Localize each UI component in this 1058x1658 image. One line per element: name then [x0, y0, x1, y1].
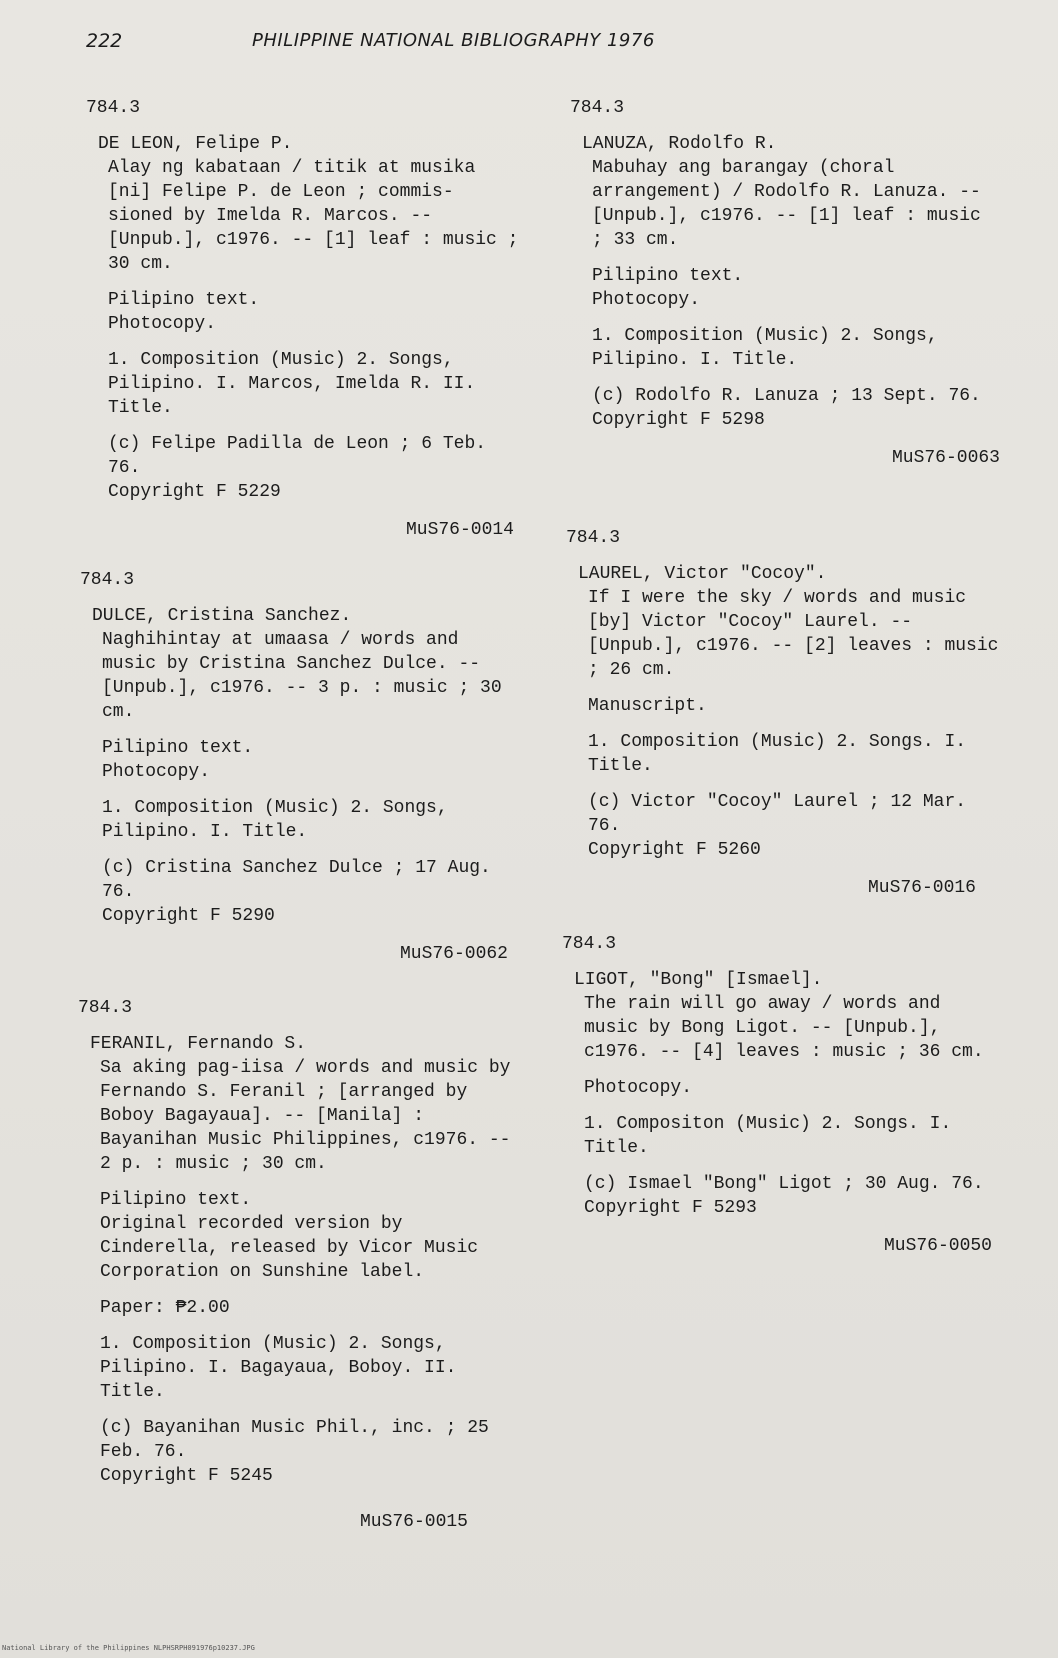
- copyright: (c) Victor "Cocoy" Laurel ; 12 Mar. 76.: [588, 792, 967, 836]
- entry-de-leon: [86, 96, 526, 542]
- control-number: MuS76-0062: [399, 944, 508, 964]
- registration: Copyright F 5290: [102, 906, 275, 926]
- control-number: MuS76-0063: [891, 448, 1000, 468]
- control-number: MuS76-0016: [867, 878, 976, 898]
- copyright-statement: [80, 856, 520, 928]
- price: Paper: ₱2.00: [100, 1298, 230, 1318]
- title-statement: The rain will go away / words and music by Bong Ligot. -- [Unpub.], c1976. -- [4] leaves : music ; 36 cm.: [584, 994, 984, 1062]
- copyright-statement: [566, 790, 1006, 862]
- copyright-statement: [570, 384, 1000, 432]
- copyright: (c) Rodolfo R. Lanuza ; 13 Sept. 76.: [592, 386, 981, 406]
- entry-dulce: [80, 568, 520, 966]
- class-number: 784.3: [80, 570, 135, 590]
- control-number: MuS76-0015: [359, 1512, 468, 1532]
- entry-heading: FERANIL, Fernando S.: [90, 1034, 307, 1054]
- tracings: 1. Composition (Music) 2. Songs, Pilipino. I. Marcos, Imelda R. II. Title.: [108, 350, 476, 418]
- class-number: 784.3: [566, 528, 621, 548]
- class-number: 784.3: [570, 98, 625, 118]
- note: Original recorded version by Cinderella, released by Vicor Music Corporation on Sunshine label.: [100, 1214, 479, 1282]
- tracings: 1. Composition (Music) 2. Songs, Pilipino. I. Title.: [592, 326, 938, 370]
- note: Photocopy.: [592, 290, 701, 310]
- note: Photocopy.: [102, 762, 211, 782]
- class-number: 784.3: [78, 998, 133, 1018]
- copyright: (c) Cristina Sanchez Dulce ; 17 Aug. 76.: [102, 858, 491, 902]
- entry-feranil: [78, 996, 518, 1534]
- entry-heading: DULCE, Cristina Sanchez.: [92, 606, 352, 626]
- class-number: 784.3: [86, 98, 141, 118]
- note: Pilipino text.: [108, 290, 260, 310]
- notes: [570, 264, 1000, 312]
- title-statement: Mabuhay ang barangay (choral arrangement) / Rodolfo R. Lanuza. -- [Unpub.], c1976. -- [1] leaf : music ; 33 cm.: [592, 158, 981, 250]
- notes: [78, 1188, 518, 1284]
- note: Photocopy.: [108, 314, 217, 334]
- registration: Copyright F 5229: [108, 482, 281, 502]
- note: Pilipino text.: [100, 1190, 252, 1210]
- copyright-statement: [562, 1172, 992, 1220]
- registration: Copyright F 5298: [592, 410, 765, 430]
- note: Manuscript.: [588, 696, 707, 716]
- entry-heading: LAUREL, Victor "Cocoy".: [578, 564, 827, 584]
- title-statement: Alay ng kabataan / titik at musika [ni] Felipe P. de Leon ; commis- sioned by Imelda R. Marcos. -- [Unpub.], c1976. -- [1] leaf : music ; 30 cm.: [108, 158, 519, 274]
- tracings: 1. Compositon (Music) 2. Songs. I. Title.: [584, 1114, 952, 1158]
- control-number: MuS76-0014: [405, 520, 514, 540]
- notes: [566, 694, 1006, 718]
- entry-lanuza: [570, 96, 1000, 470]
- registration: Copyright F 5245: [100, 1466, 273, 1486]
- page-number: 222: [86, 30, 123, 52]
- entry-heading: DE LEON, Felipe P.: [98, 134, 293, 154]
- entry-heading: LIGOT, "Bong" [Ismael].: [574, 970, 823, 990]
- notes: [80, 736, 520, 784]
- tracings: 1. Composition (Music) 2. Songs. I. Title.: [588, 732, 967, 776]
- copyright: (c) Bayanihan Music Phil., inc. ; 25 Feb. 76.: [100, 1418, 489, 1462]
- class-number: 784.3: [562, 934, 617, 954]
- notes: [86, 288, 526, 336]
- copyright-statement: [86, 432, 526, 504]
- running-title: PHILIPPINE NATIONAL BIBLIOGRAPHY 1976: [252, 30, 655, 51]
- copyright: (c) Ismael "Bong" Ligot ; 30 Aug. 76.: [584, 1174, 984, 1194]
- scan-credit: National Library of the Philippines NLPHSRPH091976p10237.JPG: [2, 1644, 255, 1652]
- note: Pilipino text.: [102, 738, 254, 758]
- tracings: 1. Composition (Music) 2. Songs, Pilipino. I. Title.: [102, 798, 448, 842]
- tracings: 1. Composition (Music) 2. Songs, Pilipino. I. Bagayaua, Boboy. II. Title.: [100, 1334, 457, 1402]
- title-statement: Naghihintay at umaasa / words and music by Cristina Sanchez Dulce. -- [Unpub.], c1976. -- 3 p. : music ; 30 cm.: [102, 630, 502, 722]
- copyright-statement: [78, 1416, 518, 1488]
- copyright: (c) Felipe Padilla de Leon ; 6 Teb. 76.: [108, 434, 487, 478]
- registration: Copyright F 5260: [588, 840, 761, 860]
- entry-laurel: [566, 526, 1006, 900]
- notes: [562, 1076, 992, 1100]
- control-number: MuS76-0050: [883, 1236, 992, 1256]
- entry-ligot: [562, 932, 992, 1258]
- note: Photocopy.: [584, 1078, 693, 1098]
- title-statement: If I were the sky / words and music [by] Victor "Cocoy" Laurel. -- [Unpub.], c1976. -- [2] leaves : music ; 26 cm.: [588, 588, 999, 680]
- entry-heading: LANUZA, Rodolfo R.: [582, 134, 777, 154]
- registration: Copyright F 5293: [584, 1198, 757, 1218]
- note: Pilipino text.: [592, 266, 744, 286]
- title-statement: Sa aking pag-iisa / words and music by Fernando S. Feranil ; [arranged by Boboy Bagayaua]. -- [Manila] : Bayanihan Music Philippines, c1976. -- 2 p. : music ; 30 cm.: [100, 1058, 511, 1174]
